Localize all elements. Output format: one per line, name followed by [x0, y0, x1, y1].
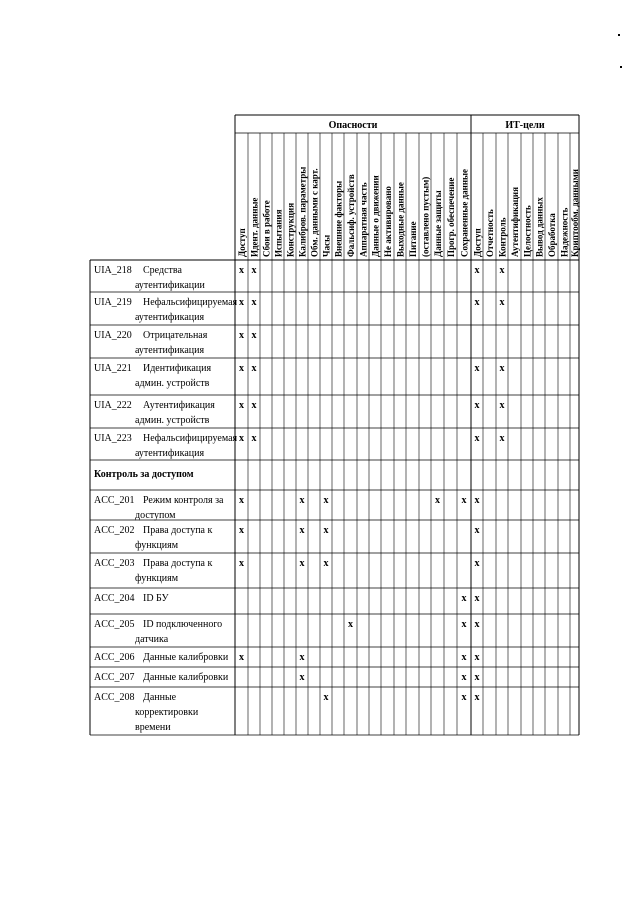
cell-mark: x [251, 400, 257, 411]
row-label: датчика [135, 634, 169, 645]
cell-mark: x [474, 593, 480, 604]
cell-mark: x [299, 495, 305, 506]
row-code: UIA_219 [94, 297, 132, 308]
cell-mark: x [435, 495, 440, 506]
cell-mark: x [323, 525, 329, 536]
cell-mark: x [251, 265, 257, 276]
column-header: Часы [321, 234, 332, 257]
row-label: Данные калибровки [143, 652, 229, 663]
cell-mark: x [474, 672, 480, 683]
cell-mark: x [474, 400, 480, 411]
cell-mark: x [239, 400, 244, 411]
column-header: Выходные данные [395, 182, 406, 257]
row-code: UIA_218 [94, 265, 132, 276]
cell-mark: x [239, 297, 244, 308]
cell-mark: x [461, 495, 467, 506]
cell-mark: x [251, 297, 257, 308]
row-label: аутентификация [135, 448, 205, 459]
row-code: UIA_220 [94, 330, 132, 341]
row-label: Данные [143, 692, 177, 703]
row-label: функциям [135, 573, 179, 584]
row-label: Права доступа к [143, 525, 213, 536]
cell-mark: x [251, 363, 257, 374]
row-label: Отрицательная [143, 330, 208, 341]
cell-mark: x [239, 525, 244, 536]
row-label: Права доступа к [143, 558, 213, 569]
column-header: Прогр. обеспечение [446, 177, 456, 257]
row-label: Идентификация [143, 363, 212, 374]
cell-mark: x [474, 692, 480, 703]
cell-mark: x [323, 495, 329, 506]
column-header: Доступ [472, 228, 483, 257]
column-header: Калибров. параметры [297, 166, 308, 257]
row-label: Режим контроля за [143, 495, 224, 506]
column-header: Обм. данными с карт. [309, 168, 320, 257]
cell-mark: x [499, 363, 505, 374]
column-header: Сбои в работе [261, 200, 272, 257]
column-header: Внешние факторы [333, 180, 344, 257]
column-header: Конструкция [285, 202, 296, 257]
cell-mark: x [499, 265, 505, 276]
cell-mark: x [323, 558, 329, 569]
column-header: Идент. данные [249, 197, 260, 257]
cell-mark: x [299, 525, 305, 536]
row-code: ACC_202 [94, 525, 135, 536]
cell-mark: x [461, 593, 467, 604]
row-code: ACC_205 [94, 619, 135, 630]
row-label: Нефальсифицируемая [143, 297, 238, 308]
column-header: Питание [408, 221, 418, 257]
cell-mark: x [239, 330, 244, 341]
cell-mark: x [474, 619, 480, 630]
cell-mark: x [499, 400, 505, 411]
row-code: ACC_204 [94, 593, 135, 604]
row-code: ACC_207 [94, 672, 135, 683]
row-label: Средства [143, 265, 182, 276]
row-label: админ. устройств [135, 378, 210, 389]
cell-mark: x [461, 619, 467, 630]
column-header: Аутентификация [510, 187, 520, 257]
cell-mark: x [474, 265, 480, 276]
row-code: ACC_203 [94, 558, 135, 569]
column-header: Обработка [547, 213, 557, 257]
cell-mark: x [239, 433, 244, 444]
cell-mark: x [499, 433, 505, 444]
cell-mark: x [239, 652, 244, 663]
cell-mark: x [499, 297, 505, 308]
group-title-threats: Опасности [328, 120, 378, 131]
column-header: Доступ [237, 228, 247, 257]
row-code: ACC_206 [94, 652, 135, 663]
cell-mark: x [474, 363, 480, 374]
row-label: функциям [135, 540, 179, 551]
cell-mark: x [239, 265, 244, 276]
row-label: аутентификация [135, 312, 205, 323]
column-header: Контроль [497, 217, 508, 257]
cell-mark: x [474, 297, 480, 308]
group-title-goals: ИТ-цели [505, 120, 545, 131]
row-label: админ. устройств [135, 415, 210, 426]
cell-mark: x [239, 558, 244, 569]
cell-mark: x [299, 558, 305, 569]
row-label: аутентификации [135, 280, 205, 291]
cell-mark: x [299, 672, 305, 683]
row-label: Аутентификация [143, 400, 215, 411]
cell-mark: x [239, 363, 244, 374]
row-label: ID подключенного [143, 619, 223, 630]
cell-mark: x [474, 652, 480, 663]
row-label: Данные калибровки [143, 672, 229, 683]
row-label: Нефальсифицируемая [143, 433, 238, 444]
row-label: корректировки [135, 707, 199, 718]
row-code: UIA_223 [94, 433, 132, 444]
column-header: Данные о движении [370, 175, 381, 257]
row-label: времени [135, 722, 171, 733]
column-header: Сохраненные данные [459, 168, 470, 257]
cell-mark: x [348, 619, 353, 630]
scan-speck [618, 34, 620, 36]
cell-mark: x [251, 330, 257, 341]
row-label: аутентификация [135, 345, 205, 356]
column-header: Вывод данных [534, 197, 545, 257]
row-code: UIA_221 [94, 363, 132, 374]
row-code: UIA_222 [94, 400, 132, 411]
column-header: Не активировано [383, 186, 393, 257]
cell-mark: x [474, 495, 480, 506]
cell-mark: x [474, 525, 480, 536]
cell-mark: x [239, 495, 244, 506]
column-header: Испытания [273, 209, 284, 257]
cell-mark: x [461, 672, 467, 683]
column-header: Надежность [559, 207, 570, 257]
column-header: Целостность [522, 205, 533, 257]
row-label: ID БУ [143, 593, 169, 604]
row-code: ACC_208 [94, 692, 135, 703]
column-header: Отчетность [485, 209, 495, 257]
column-header: (оставлено пустым) [420, 176, 431, 257]
section-title: Контроль за доступом [94, 469, 194, 480]
column-header: Криптообм. данными [570, 169, 580, 257]
cell-mark: x [474, 433, 480, 444]
cell-mark: x [299, 652, 305, 663]
column-header: Данные защиты [433, 190, 443, 257]
scan-speck [620, 66, 622, 68]
cell-mark: x [474, 558, 480, 569]
cell-mark: x [323, 692, 329, 703]
row-label: доступом [135, 510, 176, 521]
row-code: ACC_201 [94, 495, 135, 506]
column-header: Фальсиф. устройств [346, 174, 356, 257]
column-header: Аппаратная часть [358, 182, 369, 257]
cell-mark: x [461, 692, 467, 703]
cell-mark: x [461, 652, 467, 663]
cell-mark: x [251, 433, 257, 444]
